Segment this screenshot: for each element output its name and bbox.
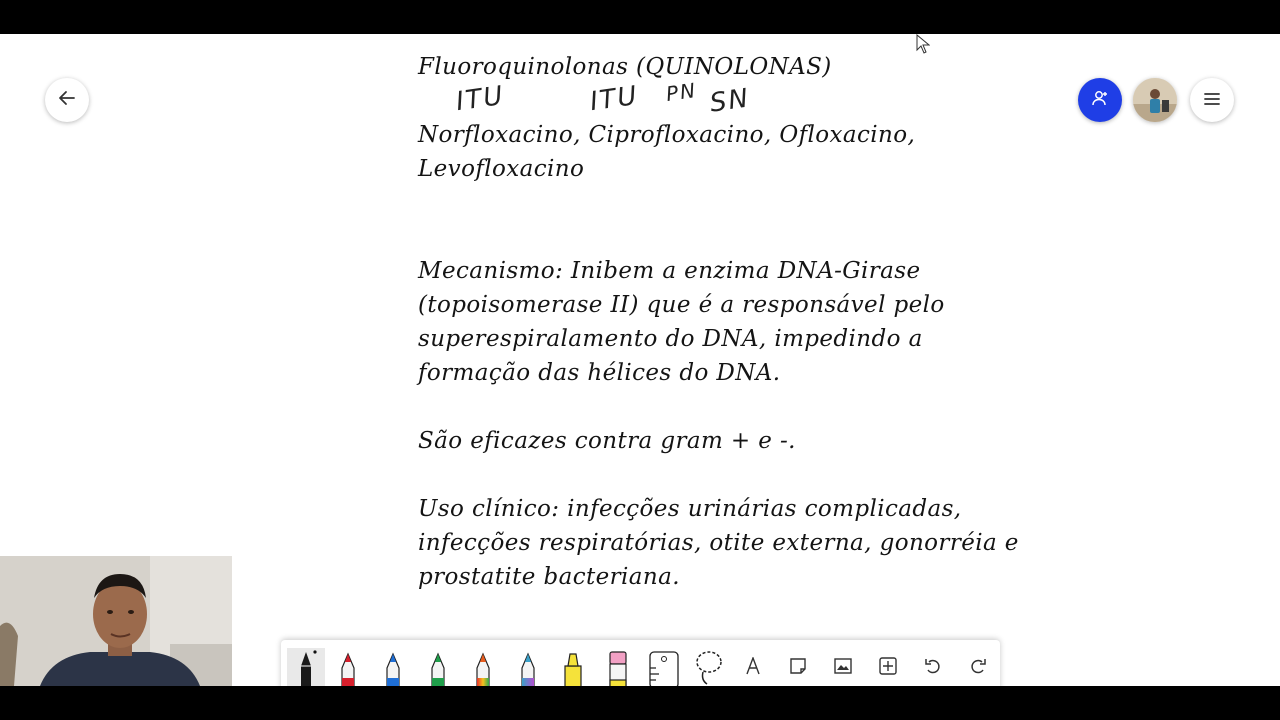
highlighter-pink[interactable] (602, 648, 634, 686)
hamburger-menu-icon (1203, 91, 1221, 110)
clinical-use-line-2: infecções respiratórias, otite externa, gonorréia e (418, 530, 1019, 556)
arrow-left-icon (58, 89, 76, 111)
drugs-line-1: Norfloxacino, Ciprofloxacino, Ofloxacino, (418, 122, 916, 148)
pen-blue[interactable] (377, 648, 409, 686)
presenter-video (0, 556, 232, 686)
user-photo (1133, 78, 1177, 122)
image-icon[interactable] (831, 654, 855, 678)
mechanism-line-4: formação das hélices do DNA. (418, 360, 781, 386)
drugs-line-2: Levofloxacino (418, 156, 585, 182)
clinical-use-line-1: Uso clínico: infecções urinárias complicadas, (418, 496, 962, 522)
pen-galaxy[interactable] (512, 648, 544, 686)
webcam-overlay (0, 556, 232, 686)
ruler-icon[interactable] (646, 648, 682, 686)
annotation-itu-1: ITU (454, 80, 507, 118)
note-title: Fluoroquinolonas (QUINOLONAS) (418, 54, 832, 80)
pen-green[interactable] (422, 648, 454, 686)
pen-red[interactable] (332, 648, 364, 686)
mechanism-line-1: Mecanismo: Inibem a enzima DNA-Girase (418, 258, 921, 284)
mouse-cursor-icon (916, 34, 930, 58)
annotation-itu-2: ITU (588, 80, 641, 118)
person-add-icon (1091, 89, 1109, 111)
redo-icon[interactable] (966, 654, 990, 678)
efficacy-line: São eficazes contra gram + e -. (418, 428, 796, 454)
drawing-toolbar (281, 640, 1000, 686)
undo-icon[interactable] (921, 654, 945, 678)
annotation-pn: PN (664, 77, 699, 107)
avatar[interactable] (1133, 78, 1177, 122)
mechanism-line-2: (topoisomerase II) que é a responsável pelo (418, 292, 945, 318)
back-button[interactable] (45, 78, 89, 122)
whiteboard-canvas[interactable] (0, 34, 1280, 686)
highlighter-yellow[interactable] (557, 648, 589, 686)
annotation-sn: SN (708, 83, 752, 119)
shape-icon[interactable] (786, 654, 810, 678)
lasso-icon[interactable] (691, 648, 727, 686)
menu-button[interactable] (1190, 78, 1234, 122)
pen-rainbow[interactable] (467, 648, 499, 686)
pen-black[interactable] (287, 648, 325, 686)
add-icon[interactable] (876, 654, 900, 678)
mechanism-line-3: superespiralamento do DNA, impedindo a (418, 326, 923, 352)
clinical-use-line-3: prostatite bacteriana. (418, 564, 680, 590)
text-icon[interactable] (741, 654, 765, 678)
invite-button[interactable] (1078, 78, 1122, 122)
